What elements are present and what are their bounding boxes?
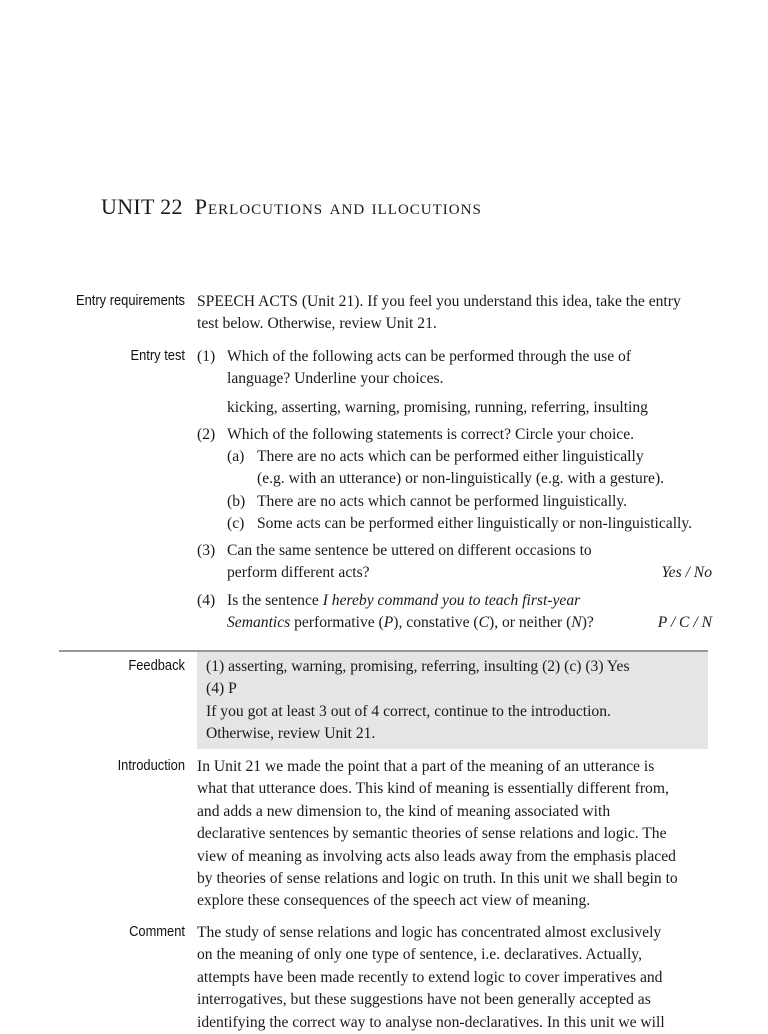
- text-line: (e.g. with an utterance) or non-linguistically (e.g. with a gesture).: [257, 470, 665, 488]
- text-line: explore these consequences of the speech act view of meaning.: [197, 892, 591, 910]
- question-4-text: Is the sentence: [227, 592, 323, 609]
- text-line: The study of sense relations and logic has concentrated almost exclusively: [197, 924, 662, 941]
- question-4-sentence-end: Semantics: [227, 614, 291, 632]
- question-number: (4): [197, 592, 216, 609]
- entry-test-label: Entry test: [130, 347, 185, 364]
- text-line: SPEECH ACTS (Unit 21). If you feel you understand this idea, take the entry: [197, 293, 681, 310]
- text-line: (1) asserting, warning, promising, referring, insulting (2) (c) (3) Yes: [206, 658, 630, 675]
- question-3: [197, 540, 712, 585]
- question-number: (3): [197, 542, 216, 559]
- comment-label: Comment: [129, 923, 185, 940]
- feedback-text: [206, 656, 706, 746]
- introduction-text: [197, 756, 712, 913]
- text-line: [227, 612, 712, 634]
- option-a: [227, 446, 712, 491]
- text-line: on the meaning of only one type of sentence, i.e. declaratives. Actually,: [197, 946, 642, 964]
- option-letter: (c): [227, 515, 245, 532]
- text-line: Otherwise, review Unit 21.: [206, 725, 376, 743]
- entry-requirements-label: Entry requirements: [76, 292, 185, 309]
- question-number: (2): [197, 426, 216, 443]
- question-1: [197, 346, 712, 419]
- text-line: what that utterance does. This kind of meaning is essentially different from,: [197, 780, 669, 798]
- introduction-label: Introduction: [117, 757, 185, 774]
- option-c: [227, 513, 712, 535]
- question-4-answer: P / C / N: [657, 614, 712, 632]
- text-line: identifying the correct way to analyse non-declaratives. In this unit we will: [197, 1013, 665, 1031]
- abbr-p: P: [383, 614, 394, 632]
- option-b: [227, 491, 712, 513]
- text-line: Can the same sentence be uttered on different occasions to: [227, 542, 592, 559]
- comment-text: [197, 922, 712, 1034]
- question-number: (1): [197, 348, 216, 365]
- question-4-text: )?: [581, 614, 594, 632]
- text-line: If you got at least 3 out of 4 correct, continue to the introduction.: [206, 702, 611, 720]
- question-4-text: ), constative (: [393, 614, 479, 632]
- text-line: view of meaning as involving acts also leads away from the emphasis placed: [197, 847, 676, 865]
- unit-title: Perlocutions and illocutions: [194, 194, 482, 219]
- text-line: (4) P: [206, 680, 237, 698]
- question-3-answer: Yes / No: [661, 564, 712, 582]
- unit-heading: [101, 194, 482, 220]
- text-line: by theories of sense relations and logic on truth. In this unit we shall begin to: [197, 870, 678, 888]
- text-line: There are no acts which cannot be performed linguistically.: [257, 493, 628, 510]
- unit-number: UNIT 22: [101, 194, 183, 219]
- feedback-label: Feedback: [128, 657, 185, 674]
- text-line: declarative sentences by semantic theories of sense relations and logic. The: [197, 825, 667, 843]
- option-letter: (b): [227, 493, 246, 510]
- text-line: attempts have been made recently to extend logic to cover imperatives and: [197, 968, 663, 986]
- question-3-text: perform different acts?: [227, 564, 370, 582]
- text-line: and adds a new dimension to, the kind of meaning associated with: [197, 802, 611, 820]
- question-1-choices: kicking, asserting, warning, promising, running, referring, insulting: [227, 398, 648, 416]
- question-4-text: performative (: [290, 614, 384, 632]
- question-4-sentence: I hereby command you to teach first-year: [322, 592, 581, 609]
- abbr-c: C: [478, 614, 490, 632]
- text-line: There are no acts which can be performed either linguistically: [257, 448, 644, 465]
- text-line: Some acts can be performed either linguistically or non-linguistically.: [257, 515, 693, 532]
- question-2: [197, 424, 712, 446]
- abbr-n: N: [571, 614, 582, 632]
- text-line: Which of the following statements is correct? Circle your choice.: [227, 426, 635, 443]
- text-line: [227, 590, 712, 612]
- text-line: In Unit 21 we made the point that a part of the meaning of an utterance is: [197, 758, 655, 775]
- entry-requirements-text: [197, 291, 712, 336]
- option-letter: (a): [227, 448, 245, 465]
- text-line: language? Underline your choices.: [227, 370, 444, 388]
- text-line: interrogatives, but these suggestions have not been generally accepted as: [197, 991, 651, 1009]
- question-4: [197, 590, 712, 635]
- question-4-text: ), or neither (: [489, 614, 572, 632]
- text-line: test below. Otherwise, review Unit 21.: [197, 315, 437, 333]
- text-line: Which of the following acts can be performed through the use of: [227, 348, 632, 365]
- text-line: [227, 562, 712, 584]
